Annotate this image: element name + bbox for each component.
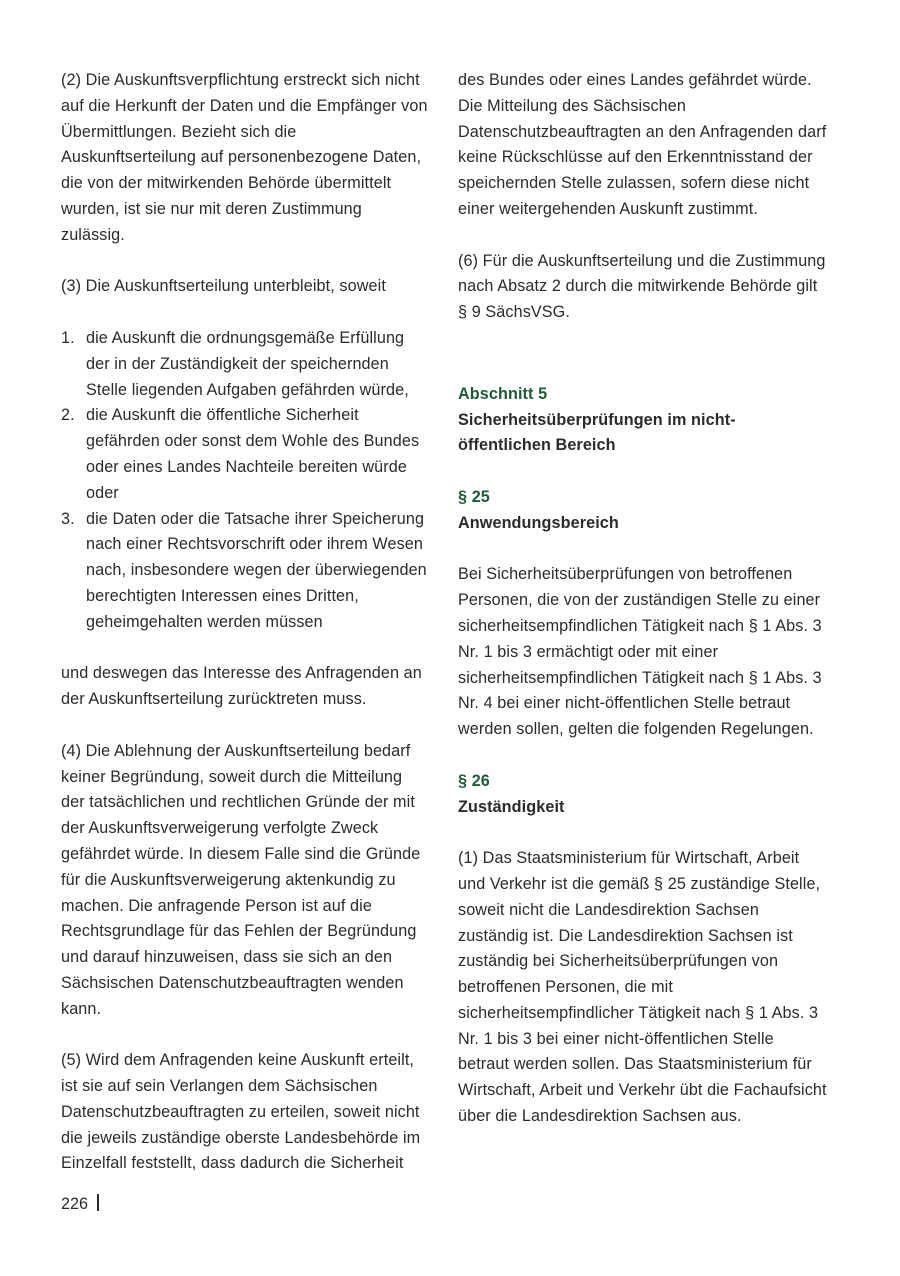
paragraph-25-label: § 25 (458, 487, 490, 506)
paragraph-25-title: Anwendungsbereich (458, 513, 619, 532)
list-item-number: 1. (61, 328, 75, 347)
list-item-text: die Auskunft die ordnungsgemäße Erfüllung der in der Zuständigkeit der speichernden Stelle liegenden Aufgaben gefährden würde, (86, 328, 409, 399)
section-label: Abschnitt 5 (458, 384, 548, 403)
page-footer (61, 1193, 99, 1215)
paragraph-2: (2) Die Auskunftsverpflichtung erstreckt sich nicht auf die Herkunft der Daten und die Empfänger von Übermittlungen. Bezieht sich die Auskunftserteilung auf personenbezogene Daten, die von der mitwirkenden Behörde übermittelt wurden, ist sie nur mit deren Zustimmung zulässig. (61, 71, 428, 244)
page-number: 226 (61, 1195, 89, 1213)
paragraph-26-label: § 26 (458, 771, 490, 790)
paragraph-26-text: (1) Das Staatsministerium für Wirtschaft, Arbeit und Verkehr ist die gemäß § 25 zuständige Stelle, soweit nicht die Landesdirektion Sachsen zuständig ist. Die Landesdirektion Sachsen ist zuständig bei Sicherheitsüberprüfungen von betroffenen Personen, die mit sicherheitsempfindlicher Tätigkeit nach § 1 Abs. 3 Nr. 1 bis 3 bei einer nicht-öffentlichen Stelle betraut werden sollen. Das Staatsministerium für Wirtschaft, Arbeit und Verkehr übt die Fachaufsicht über die Landesdirektion Sachsen aus. (458, 849, 827, 1126)
right-column (458, 68, 828, 1130)
paragraph-26-title: Zuständigkeit (458, 797, 565, 816)
paragraph-3-outro: und deswegen das Interesse des Anfragenden an der Auskunftserteilung zurücktreten muss. (61, 664, 422, 709)
list-item-text: die Auskunft die öffentliche Sicherheit gefährden oder sonst dem Wohle des Bundes oder eines Landes Nachteile bereiten würde oder (86, 406, 420, 502)
list-item-number: 3. (61, 509, 75, 528)
numbered-list (61, 326, 429, 636)
list-item-text: die Daten oder die Tatsache ihrer Speicherung nach einer Rechtsvorschrift oder ihrem Wesen nach, insbesondere wegen der überwiegenden berechtigten Interessen eines Dritten, geheimgehalten werden müssen (86, 509, 427, 631)
paragraph-4: (4) Die Ablehnung der Auskunftserteilung bedarf keiner Begründung, soweit durch die Mitteilung der tatsächlichen und rechtlichen Gründe der mit der Auskunftsverweigerung verfolgte Zweck gefährdet würde. In diesem Falle sind die Gründe für die Auskunftsverweigerung aktenkundig zu machen. Die anfragende Person ist auf die Rechtsgrundlage für das Fehlen der Begründung und darauf hinzuweisen, dass sie sich an den Sächsischen Datenschutzbeauftragten wenden kann. (61, 741, 421, 1018)
paragraph-6: (6) Für die Auskunftserteilung und die Zustimmung nach Absatz 2 durch die mitwirkende Behörde gilt § 9 SächsVSG. (458, 251, 826, 322)
paragraph-25-text: Bei Sicherheitsüberprüfungen von betroffenen Personen, die von der zuständigen Stelle zu einer sicherheitsempfindlichen Tätigkeit nach § 1 Abs. 3 Nr. 1 bis 3 ermächtigt oder mit einer sicherheitsempfindlichen Tätigkeit nach § 1 Abs. 3 Nr. 4 bei einer nicht-öffentlichen Stelle betraut werden sollen, gelten die folgenden Regelungen. (458, 565, 822, 739)
list-item (61, 403, 429, 506)
paragraph-5-continued: des Bundes oder eines Landes gefährdet würde. Die Mitteilung des Sächsischen Datenschutzbeauftragten an den Anfragenden darf keine Rückschlüsse auf den Erkenntnisstand der speichernden Stelle zulassen, sofern diese nicht einer weitergehenden Auskunft zustimmt. (458, 71, 827, 218)
list-item (61, 507, 429, 636)
section-title: Sicherheitsüberprüfungen im nicht-öffentlichen Bereich (458, 410, 736, 455)
list-item-number: 2. (61, 406, 75, 425)
list-item (61, 326, 429, 403)
footer-divider (97, 1194, 99, 1211)
paragraph-3-intro: (3) Die Auskunftserteilung unterbleibt, soweit (61, 277, 386, 296)
paragraph-5: (5) Wird dem Anfragenden keine Auskunft erteilt, ist sie auf sein Verlangen dem Sächsischen Datenschutzbeauftragten zu erteilen, soweit nicht die jeweils zuständige oberste Landesbehörde im Einzelfall feststellt, dass dadurch die Sicherheit (61, 1051, 421, 1173)
left-column (61, 68, 429, 1177)
